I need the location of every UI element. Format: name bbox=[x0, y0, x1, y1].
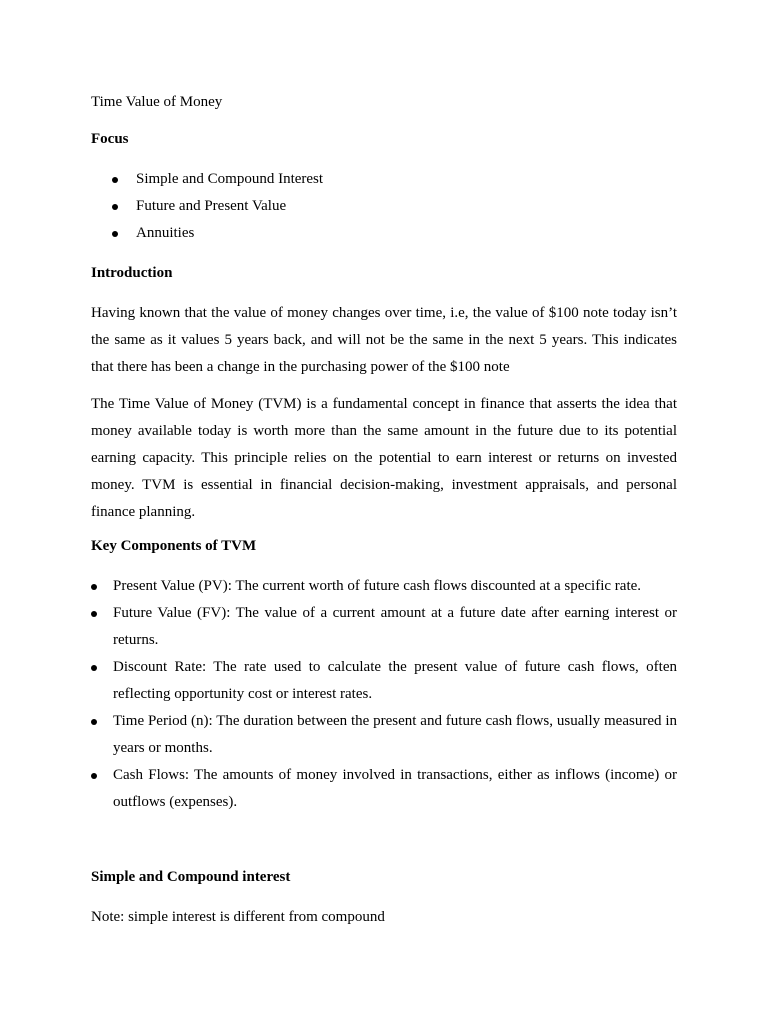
list-item: Annuities bbox=[91, 220, 677, 247]
list-item: Discount Rate: The rate used to calculate the present value of future cash flows, often reflecting opportunity cost or interest rates. bbox=[91, 654, 677, 708]
simple-compound-heading: Simple and Compound interest bbox=[91, 869, 291, 885]
list-item: Simple and Compound Interest bbox=[91, 166, 677, 193]
introduction-heading: Introduction bbox=[91, 265, 173, 281]
intro-paragraph: Having known that the value of money changes over time, i.e, the value of $100 note today isn’t the same as it values 5 years back, and will not be the same in the next 5 years. This indicates that there has been a change in the purchasing power of the $100 note bbox=[91, 305, 677, 375]
focus-list bbox=[91, 166, 677, 247]
list-item: Future and Present Value bbox=[91, 193, 677, 220]
document-title: Time Value of Money bbox=[91, 94, 223, 110]
document-page bbox=[91, 92, 677, 931]
key-components-list bbox=[91, 573, 677, 816]
note-paragraph: Note: simple interest is different from compound bbox=[91, 909, 385, 925]
list-item: Present Value (PV): The current worth of future cash flows discounted at a specific rate. bbox=[91, 573, 677, 600]
key-components-heading: Key Components of TVM bbox=[91, 538, 257, 554]
list-item: Time Period (n): The duration between the present and future cash flows, usually measured in years or months. bbox=[91, 708, 677, 762]
list-item: Cash Flows: The amounts of money involved in transactions, either as inflows (income) or outflows (expenses). bbox=[91, 762, 677, 816]
list-item: Future Value (FV): The value of a current amount at a future date after earning interest or returns. bbox=[91, 600, 677, 654]
focus-heading: Focus bbox=[91, 131, 129, 147]
intro-paragraph: The Time Value of Money (TVM) is a fundamental concept in finance that asserts the idea that money available today is worth more than the same amount in the future due to its potential earning capacity. This principle relies on the potential to earn interest or returns on invested money. TVM is essential in financial decision-making, investment appraisals, and personal finance planning. bbox=[91, 396, 677, 520]
